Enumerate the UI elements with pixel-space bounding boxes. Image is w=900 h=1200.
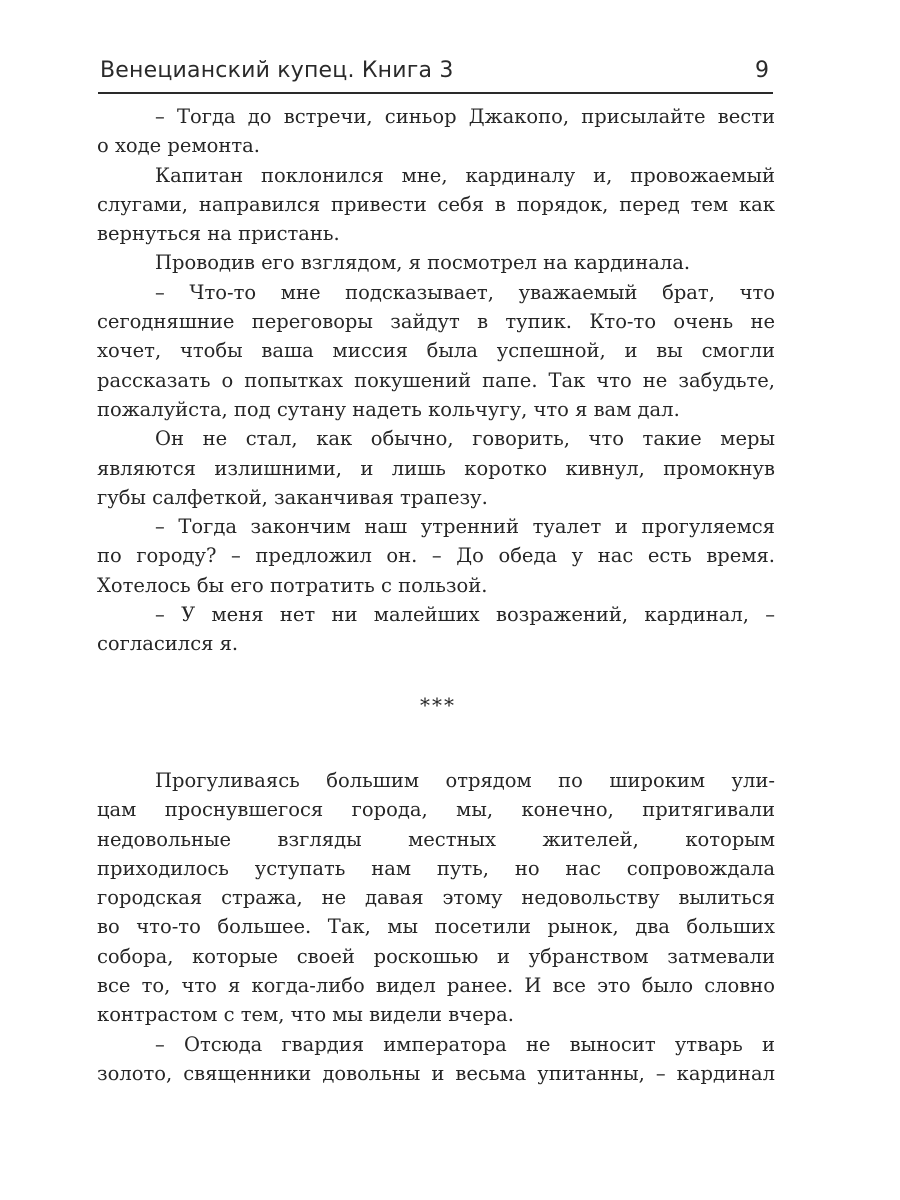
text-line: все то, что я когда-либо видел ранее. И все это было словно: [97, 974, 775, 998]
text-line: сегодняшние переговоры зайдут в тупик. Кто-то очень не: [97, 310, 775, 334]
text-line: Проводив его взглядом, я посмотрел на кардинала.: [155, 251, 691, 275]
text-line: – Отсюда гвардия императора не выносит утварь и: [155, 1032, 775, 1056]
text-line: пожалуйста, под сутану надеть кольчугу, что я вам дал.: [97, 397, 680, 421]
text-line: – Что-то мне подсказывает, уважаемый брат, что: [155, 280, 775, 304]
text-line: недовольные взгляды местных жителей, которым: [97, 827, 775, 851]
section-separator: ***: [420, 693, 456, 717]
text-line: – У меня нет ни малейших возражений, кардинал, –: [155, 603, 775, 627]
text-line: контрастом с тем, что мы видели вчера.: [97, 1003, 514, 1027]
text-line: губы салфеткой, заканчивая трапезу.: [97, 485, 488, 509]
text-line: слугами, направился привести себя в порядок, перед тем как: [97, 192, 775, 216]
page-number: 9: [755, 58, 769, 83]
text-line: рассказать о попытках покушений папе. Так что не забудьте,: [97, 368, 775, 392]
text-line: согласился я.: [97, 632, 239, 656]
text-line: – Тогда до встречи, синьор Джакопо, присылайте вести: [155, 105, 775, 128]
text-line: – Тогда закончим наш утренний туалет и прогуляемся: [155, 515, 775, 539]
text-line: хочет, чтобы ваша миссия была успешной, и вы смогли: [97, 339, 775, 363]
text-line: Прогуливаясь большим отрядом по широким ули-: [155, 769, 775, 792]
text-block-dialogue: [97, 102, 775, 659]
text-line: Хотелось бы его потратить с пользой.: [97, 573, 488, 597]
text-line: золото, священники довольны и весьма упитанны, – кардинал: [97, 1061, 775, 1085]
text-block-walk: [97, 766, 775, 1088]
text-line: цам проснувшегося города, мы, конечно, притягивали: [97, 798, 775, 822]
text-line: по городу? – предложил он. – До обеда у нас есть время.: [97, 544, 775, 568]
text-line: о ходе ремонта.: [97, 134, 260, 158]
text-line: приходилось уступать нам путь, но нас сопровождала: [97, 856, 775, 880]
text-line: собора, которые своей роскошью и убранством затмевали: [97, 944, 775, 968]
running-header: [98, 58, 773, 94]
text-line: Он не стал, как обычно, говорить, что такие меры: [155, 427, 775, 451]
text-line: вернуться на пристань.: [97, 222, 340, 246]
text-line: городская стража, не давая этому недовольству вылиться: [97, 886, 775, 910]
book-title: Венецианский купец. Книга 3: [100, 58, 454, 83]
text-line: во что-то большее. Так, мы посетили рынок, два больших: [97, 915, 775, 939]
text-line: являются излишними, и лишь коротко кивнул, промокнув: [97, 456, 775, 480]
text-line: Капитан поклонился мне, кардиналу и, провожаемый: [155, 163, 775, 187]
